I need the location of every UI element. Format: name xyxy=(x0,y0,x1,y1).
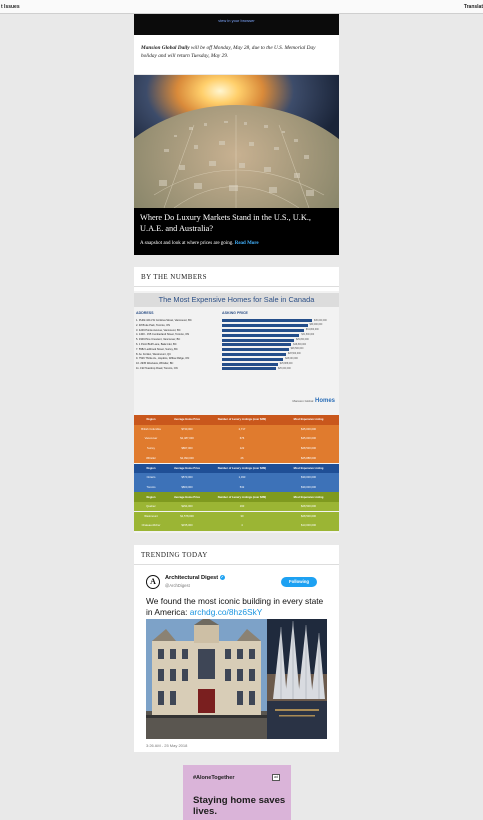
aerial-city-illustration xyxy=(134,75,339,208)
tab-label-translate[interactable]: Translat xyxy=(463,4,483,10)
table-cell: $28,500,000 xyxy=(301,514,316,518)
asking-price-label: $34,800,000 xyxy=(305,329,319,332)
price-bar xyxy=(222,324,308,327)
table-row xyxy=(134,425,339,435)
ornate-building-illustration xyxy=(146,619,267,739)
table-cell: $800,000 xyxy=(181,485,193,489)
table-column-header: Average Home Price xyxy=(173,495,201,499)
infographic-title: The Most Expensive Homes for Sale in Canada xyxy=(134,293,339,307)
notice-brand: Mansion Global Daily xyxy=(141,45,190,51)
hero-story[interactable] xyxy=(134,75,339,255)
table-row xyxy=(134,521,339,531)
table-cell: Vancouver xyxy=(144,437,158,441)
price-column-header: ASKING PRICE xyxy=(222,311,248,315)
table-column-header: Region xyxy=(146,418,156,422)
asking-price-label: $29,800,000 xyxy=(296,338,309,341)
table-cell: Whistler xyxy=(146,456,156,460)
tweet-author-handle[interactable]: @ArchDigest xyxy=(165,583,190,588)
asking-price-label: $28,500,000 xyxy=(290,348,304,351)
listing-address: 1. PH02-1011 W Cordova Street, Vancouver, BC xyxy=(136,319,192,322)
asking-price-label: $28,500,000 xyxy=(287,353,301,356)
section-title-trending: TRENDING TODAY xyxy=(141,551,208,559)
table-cell: $1,578,000 xyxy=(180,514,194,518)
table-row xyxy=(134,483,339,493)
tweet-image-chapel-spires[interactable] xyxy=(267,619,327,739)
asking-price-label: $25,000,000 xyxy=(278,367,291,370)
address-column-header: ADDRESS xyxy=(136,311,154,315)
table-row xyxy=(134,512,339,522)
asking-price-label: $31,500,000 xyxy=(301,333,315,336)
tweet-body-text: We found the most iconic building in every state in America: xyxy=(146,596,324,617)
table-cell: 26 xyxy=(240,456,244,460)
listing-address: 7. 5582 Ledbrook Street, Surrey, BC xyxy=(136,347,178,351)
hero-subtext xyxy=(140,241,259,246)
price-bar xyxy=(222,358,283,361)
table-cell: Toronto xyxy=(146,485,156,489)
table-cell: 122 xyxy=(239,447,245,451)
logo-small-text: Mansion Global xyxy=(292,399,314,403)
ad-choices-icon[interactable]: ad xyxy=(274,775,278,779)
logo-text: Homes xyxy=(314,398,335,404)
table-row xyxy=(134,444,339,454)
table-column-header: Number of Luxury Listings (over $3M) xyxy=(217,466,267,470)
asking-price-label: $28,800,000 xyxy=(293,343,307,346)
listing-address: 2. 48 Brule Park, Toronto, ON xyxy=(136,323,170,327)
table-column-header: Most Expensive Listing xyxy=(293,466,324,470)
price-bar xyxy=(222,353,286,356)
hero-sub-text: A snapshot and look at where prices are going. xyxy=(140,241,234,246)
table-cell: Ontario xyxy=(146,476,156,480)
price-bar xyxy=(222,348,289,351)
by-the-numbers-section xyxy=(134,267,339,533)
table-column-header: Number of Luxury Listings (over $3M) xyxy=(217,418,267,422)
table-row xyxy=(134,473,339,483)
chapel-spires-illustration xyxy=(267,619,327,739)
listing-address: 9. 7526 Thirtie Av., Hopkins, Willow Ridge, ON xyxy=(136,357,190,361)
table-cell: Chateau-Richer xyxy=(141,524,161,528)
table-cell: $45,000,000 xyxy=(301,427,316,431)
table-cell: Westmount xyxy=(144,514,158,518)
table-cell: $867,000 xyxy=(181,447,193,451)
asking-price-label: $28,000,000 xyxy=(285,357,298,360)
ad-headline: Staying home saves lives. xyxy=(193,795,286,817)
price-bar xyxy=(222,367,276,370)
table-column-header: Average Home Price xyxy=(173,418,201,422)
tab-label-issues[interactable]: t Issues xyxy=(1,4,20,10)
asking-price-label: $45,000,000 xyxy=(314,319,327,322)
price-bar xyxy=(222,363,278,366)
table-cell: 1,033 xyxy=(238,476,246,480)
listing-address: 5. 3349 Pine Crescent, Vancouver, BC xyxy=(136,338,181,342)
listing-address: 11. 193 Teardrop Road, Toronto, ON xyxy=(136,367,178,370)
table-header-row xyxy=(134,415,339,425)
section-divider xyxy=(134,564,339,565)
price-bar xyxy=(222,334,299,337)
tweet-author-name[interactable] xyxy=(165,575,225,581)
following-button[interactable]: Following xyxy=(281,577,317,587)
notice-text: will be off Monday, May 28, due to the U.S. Memorial Day holiday and will return Tuesday, May 29. xyxy=(141,45,316,59)
email-header-bar xyxy=(134,14,339,35)
table-row xyxy=(134,434,339,444)
verified-badge-icon: ✓ xyxy=(220,575,224,579)
table-header-row xyxy=(134,464,339,474)
table-cell: $28,500,000 xyxy=(301,505,316,509)
listing-address: 8. Av. Forden, Westmount, QC xyxy=(136,352,172,356)
table-cell: 532 xyxy=(239,485,245,489)
table-cell: British Columbia xyxy=(141,427,161,431)
listing-address: 4. 1400 - 155 Cumberland Street, Toronto, ON xyxy=(136,333,190,337)
table-cell: 676 xyxy=(239,437,245,441)
trending-today-section xyxy=(134,545,339,752)
table-header-row xyxy=(134,492,339,502)
tweet-link[interactable]: archdg.co/8hz6SkY xyxy=(189,606,263,617)
table-cell: 4 xyxy=(241,524,243,528)
tweet-text xyxy=(146,596,331,617)
read-more-link[interactable]: Read More xyxy=(234,241,259,246)
table-cell: $13,000,000 xyxy=(301,524,316,528)
hero-aerial-city-photo[interactable] xyxy=(134,75,339,208)
table-column-header: Region xyxy=(146,466,156,470)
tweet-image-ornate-building[interactable] xyxy=(146,619,267,739)
mansion-global-homes-logo xyxy=(292,398,335,404)
price-bar xyxy=(222,329,304,332)
holiday-notice xyxy=(134,35,339,74)
advertisement-banner[interactable] xyxy=(183,765,291,820)
table-cell: $39,000,000 xyxy=(301,485,316,489)
table-cell: $573,000 xyxy=(181,476,193,480)
view-in-browser-link[interactable]: view in your browser xyxy=(218,18,255,23)
price-bar xyxy=(222,343,291,346)
tweet-timestamp: 3:26 AM - 25 May 2018 xyxy=(146,743,188,748)
browser-tab-bar xyxy=(0,0,483,14)
table-column-header: Most Expensive Listing xyxy=(293,495,324,499)
tweet-avatar[interactable]: A xyxy=(146,575,160,589)
table-cell: $1,093,000 xyxy=(180,456,194,460)
section-divider xyxy=(134,286,339,287)
price-bar xyxy=(222,339,294,342)
asking-price-label: $39,000,000 xyxy=(309,324,323,327)
table-row xyxy=(134,502,339,512)
table-cell: 160 xyxy=(239,505,245,509)
listing-address: 6. 1 Point Bluff Lane, Bala Inlet, BC xyxy=(136,343,177,346)
table-column-header: Region xyxy=(146,495,156,499)
table-cell: $45,000,000 xyxy=(301,437,316,441)
table-cell: $730,000 xyxy=(181,427,193,431)
author-name-text: Architectural Digest xyxy=(165,575,219,581)
table-cell: $25,888,000 xyxy=(301,456,316,460)
table-column-header: Number of Luxury Listings (over $3M) xyxy=(217,495,267,499)
canada-homes-infographic[interactable] xyxy=(134,291,339,533)
ad-hashtag: #AloneTogether xyxy=(193,775,235,781)
listing-address: 10. 2935 Westview, Whistler, BC xyxy=(136,362,174,366)
table-cell: Quebec xyxy=(146,505,156,509)
table-cell: 2,717 xyxy=(238,427,246,431)
asking-price-label: $25,888,000 xyxy=(279,362,293,365)
hero-headline[interactable]: Where Do Luxury Markets Stand in the U.S., U.K., U.A.E. and Australia? xyxy=(140,213,311,233)
table-cell: $294,000 xyxy=(181,505,193,509)
table-cell: $1,487,000 xyxy=(180,437,194,441)
price-bar xyxy=(222,319,312,322)
table-cell: $39,000,000 xyxy=(301,476,316,480)
table-cell: $155,000 xyxy=(181,524,193,528)
table-cell: Surrey xyxy=(147,447,155,451)
table-column-header: Average Home Price xyxy=(173,466,201,470)
table-row xyxy=(134,453,339,463)
table-column-header: Most Expensive Listing xyxy=(293,418,324,422)
section-title-by-the-numbers: BY THE NUMBERS xyxy=(141,273,207,281)
table-cell: 30 xyxy=(240,514,244,518)
listing-address: 3. 4249 Pointe Avenue, Vancouver, BC xyxy=(136,328,181,332)
table-cell: $28,500,000 xyxy=(301,447,316,451)
